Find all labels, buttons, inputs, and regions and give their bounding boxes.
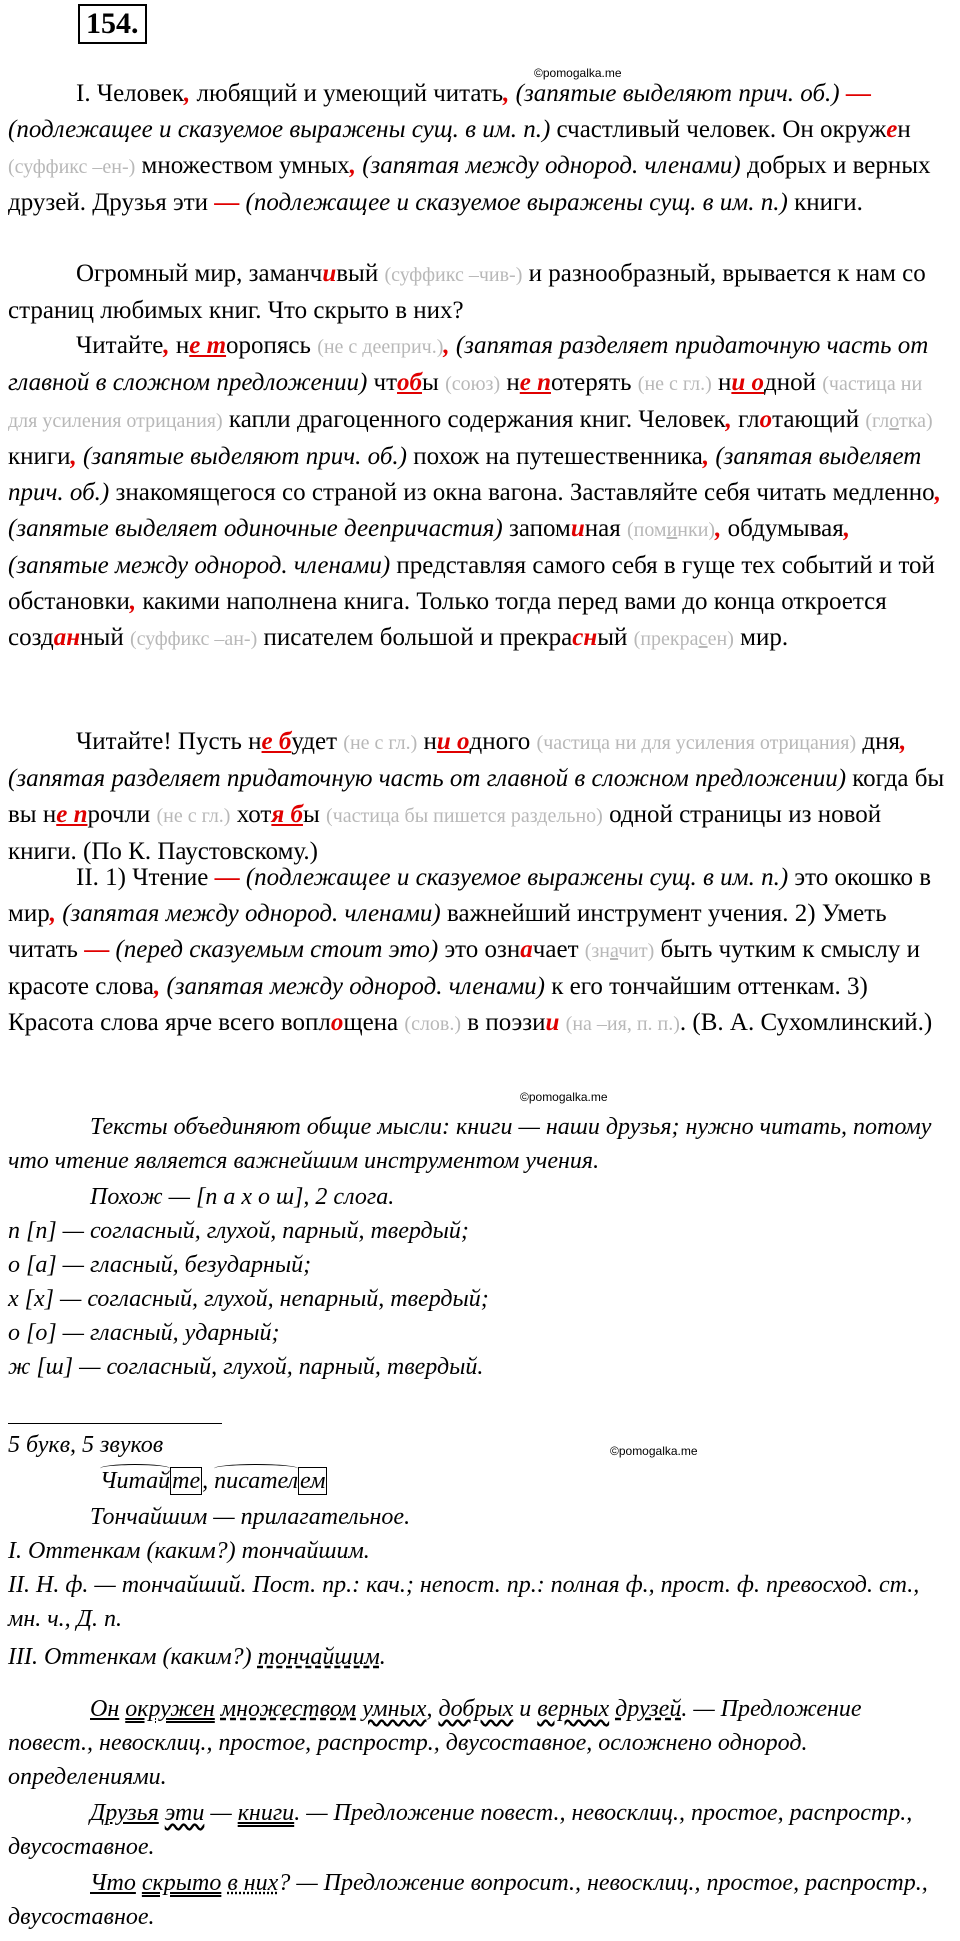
comma-mark: ,: [443, 332, 450, 359]
phonetic-line: ж [ш] — согласный, глухой, парный, твердый.: [8, 1354, 484, 1380]
adjective-line: [8, 1640, 952, 1674]
text: н: [897, 116, 911, 143]
orthogram: и: [322, 260, 337, 287]
object: множеством: [220, 1696, 357, 1722]
text: ный: [80, 624, 130, 651]
hint: и: [666, 519, 678, 541]
hint: о: [889, 410, 899, 432]
text: I. Человек: [76, 80, 185, 107]
text: ? — Предложение вопросит., невосклиц., простое, распростр., двусоставное.: [8, 1870, 928, 1930]
text: н: [500, 369, 520, 396]
sentence-analysis-1: [8, 1692, 952, 1794]
comma-mark: ,: [349, 152, 356, 179]
text: одной страницы из новой книги. (По К. Паустовскому.): [8, 801, 882, 865]
text: знакомящегося со страной из окна вагона. Заставляйте себя читать медленно: [109, 479, 935, 506]
text: дня: [856, 728, 900, 755]
attribute: верных: [537, 1696, 610, 1722]
orthogram: а: [520, 936, 533, 963]
text: писателем большой и прекра: [257, 624, 573, 651]
hint: (суффикс –ен-): [8, 156, 136, 178]
part-2-paragraph: [8, 860, 952, 1042]
adjective-title: Тончайшим — прилагательное.: [90, 1504, 411, 1530]
comma-mark: ,: [503, 80, 510, 107]
comma-mark: ,: [49, 900, 56, 927]
period: .: [379, 1644, 386, 1670]
comment: (подлежащее и сказуемое выражены сущ. в им. п.): [8, 116, 551, 143]
comma-mark: ,: [715, 515, 722, 542]
orthogram: е п: [56, 801, 88, 828]
comma-mark: ,: [934, 479, 941, 506]
text: II. 1) Чтение: [76, 864, 215, 891]
comment: (запятая выделяет прич. об.): [8, 443, 922, 506]
adverbial: в них: [227, 1870, 279, 1896]
text: капли драгоценного содержания книг. Человек: [222, 406, 726, 433]
hint: тка): [898, 410, 933, 432]
text: ,: [426, 1696, 439, 1722]
hint: (зн: [584, 940, 611, 962]
letter-sound-count: 5 букв, 5 звуков: [8, 1432, 164, 1458]
comma-mark: ,: [129, 588, 137, 615]
text: удет: [291, 728, 344, 755]
hint: (прекра: [633, 628, 699, 650]
text: счастливый человек. Он окруж: [550, 116, 887, 143]
hint: (слов.): [404, 1013, 462, 1035]
orthogram: о: [759, 406, 773, 433]
hint: (суффикс –ан-): [129, 628, 258, 650]
text: оропясь: [226, 332, 318, 359]
comma-mark: ,: [184, 80, 191, 107]
comment: (запятые выделяют прич. об.): [83, 443, 407, 470]
hint: (гл: [865, 410, 890, 432]
orthogram: и: [570, 515, 585, 542]
text: к его тончайшим оттенкам. 3) Красота слова ярче всего вопл: [8, 973, 868, 1036]
text: хот: [230, 801, 272, 828]
phonetic-title: Похож — [п а х о ш], 2 слога.: [90, 1184, 395, 1210]
text: . — Предложение повест., невосклиц., простое, распростр., двусоставное, осложнено однород. определениями.: [8, 1696, 862, 1790]
ending-box: те: [172, 1468, 201, 1494]
dash-mark: —: [845, 80, 871, 107]
attribute: добрых: [438, 1696, 514, 1722]
text: н: [711, 369, 732, 396]
sentence-analysis-3: [8, 1866, 952, 1934]
underlined-word: тончайшим: [257, 1644, 380, 1670]
predicate: окружен: [125, 1696, 215, 1722]
sentence-analysis-2: [8, 1796, 952, 1864]
hint: (суффикс –чив-): [384, 264, 523, 286]
text: Читайте: [76, 332, 164, 359]
comment: (подлежащее и сказуемое выражены сущ. в им. п.): [245, 864, 789, 891]
text: ы: [302, 801, 327, 828]
comma-mark: ,: [163, 332, 170, 359]
text: важнейший инструмент учения. 2) Уметь читать: [8, 900, 887, 963]
comment: (подлежащее и сказуемое выражены сущ. в им. п.): [245, 189, 788, 216]
text: Читайте! Пусть н: [76, 728, 262, 755]
word-root-arc: писател: [214, 1468, 299, 1494]
phonetic-line: о [а] — гласный, безударный;: [8, 1252, 312, 1278]
hint: (частица ни для усиления отрицания): [8, 373, 923, 432]
hint: (союз): [445, 373, 501, 395]
separator: ,: [202, 1468, 215, 1494]
divider: [8, 1423, 222, 1424]
comment: (запятая между однород. членами): [362, 152, 741, 179]
text: н: [417, 728, 437, 755]
text: обдумывая: [721, 515, 844, 542]
paragraph-4: [8, 724, 952, 870]
word-root-arc: Читай: [100, 1468, 171, 1494]
comment: (запятые выделяют прич. об.): [515, 80, 840, 107]
phonetic-line: о [о] — гласный, ударный;: [8, 1320, 280, 1346]
predicate: книги: [237, 1800, 295, 1826]
text: похож на путешественника: [407, 443, 703, 470]
dash-mark: —: [214, 864, 240, 891]
orthogram: сн: [572, 624, 598, 651]
text: быть чутким к смыслу и красоте слова: [8, 936, 921, 1000]
orthogram: е б: [261, 728, 292, 755]
orthogram: е п: [519, 369, 551, 396]
hint: (на –ия, п. п.): [565, 1013, 680, 1035]
text: тающий: [772, 406, 866, 433]
hint: (не с гл.): [637, 373, 712, 395]
subject: Друзья: [90, 1800, 159, 1826]
orthogram: ан: [53, 624, 81, 651]
hint: (не с дееприч.): [317, 336, 444, 358]
hint: а: [610, 940, 619, 962]
common-ideas: Тексты объединяют общие мысли: книги — наши друзья; нужно читать, потому что чтение является важнейшим инструментом учения.: [8, 1114, 932, 1174]
text: дного: [469, 728, 537, 755]
comma-mark: ,: [153, 973, 161, 1000]
text: добрых и верных друзей. Друзья эти: [8, 152, 931, 216]
hint: (пом: [626, 519, 667, 541]
watermark: ©pomogalka.me: [534, 66, 622, 80]
comment: (запятая между однород. членами): [166, 973, 545, 1000]
text: чает: [532, 936, 585, 963]
predicate: скрыто: [141, 1870, 222, 1896]
text: отерять: [551, 369, 638, 396]
comment: (запятая разделяет придаточную часть от главной в сложном предложении): [8, 332, 929, 396]
orthogram: е т: [189, 332, 227, 359]
hint: (частица ни для усиления отрицания): [536, 732, 857, 754]
phonetic-line: х [х] — согласный, глухой, непарный, твердый;: [8, 1286, 489, 1312]
comment: (запятые выделяет одиночные деепричастия): [8, 515, 503, 542]
orthogram: и о: [436, 728, 470, 755]
comma-mark: ,: [702, 443, 710, 470]
object: друзей: [615, 1696, 682, 1722]
phonetic-line: п [п] — согласный, глухой, парный, твердый;: [8, 1218, 469, 1244]
adjective-line: II. Н. ф. — тончайший. Пост. пр.: кач.; непост. пр.: полная ф., прост. ф. превосход. ст., мн. ч., Д. п.: [8, 1572, 920, 1632]
hint: (частица бы пишется раздельно): [326, 805, 603, 827]
orthogram: я б: [271, 801, 303, 828]
adjective-line: I. Оттенкам (каким?) тончайшим.: [8, 1538, 370, 1564]
orthogram: и: [545, 1009, 560, 1036]
paragraph-2: [8, 256, 952, 329]
hint: нки): [677, 519, 716, 541]
comma-mark: ,: [843, 515, 851, 542]
text: это озн: [438, 936, 521, 963]
text: и: [513, 1696, 538, 1722]
orthogram: об: [397, 369, 423, 396]
text: щена: [343, 1009, 405, 1036]
comment: (перед сказуемым стоит это): [115, 936, 439, 963]
text: . (В. А. Сухомлинский.): [679, 1009, 933, 1036]
text: представляя самого себя в гуще тех событий и той обстановки: [8, 552, 935, 615]
comma-mark: ,: [70, 443, 77, 470]
attribute: умных: [362, 1696, 427, 1722]
text: какими наполнена книга. Только тогда перед вами до конца откроется созд: [8, 588, 887, 651]
dash-mark: —: [84, 936, 110, 963]
text: дной: [764, 369, 823, 396]
text: —: [204, 1800, 238, 1826]
hint: ен): [707, 628, 734, 650]
text: . — Предложение повест., невосклиц., простое, распростр., двусоставное.: [8, 1800, 913, 1860]
text: III. Оттенкам (каким?): [8, 1644, 258, 1670]
text: чт: [367, 369, 398, 396]
paragraph-3: [8, 328, 952, 657]
text: Огромный мир, заманч: [76, 260, 323, 287]
morphemic-parse: [8, 1464, 952, 1498]
subject: Что: [90, 1870, 136, 1896]
orthogram: о: [330, 1009, 344, 1036]
hint: (не с гл.): [343, 732, 418, 754]
hint: (не с гл.): [156, 805, 231, 827]
orthogram: е: [886, 116, 898, 143]
text: книги: [8, 443, 71, 470]
comment: (запятые между однород. членами): [8, 552, 391, 579]
watermark: ©pomogalka.me: [610, 1444, 698, 1458]
text: ый: [597, 624, 634, 651]
attribute: эти: [164, 1800, 205, 1826]
hint: с: [698, 628, 708, 650]
comment: (запятая между однород. членами): [62, 900, 441, 927]
hint: чит): [618, 940, 655, 962]
dash-mark: —: [214, 189, 240, 216]
text: множеством умных: [135, 152, 350, 179]
text: книги.: [787, 189, 863, 216]
text: это окошко в мир: [8, 864, 932, 927]
text: вый: [336, 260, 385, 287]
comma-mark: ,: [899, 728, 907, 755]
paragraph-1: [8, 76, 952, 221]
ending-box: ем: [300, 1468, 326, 1494]
comment: (запятая разделяет придаточную часть от главной в сложном предложении): [8, 765, 847, 792]
text: любящий и умеющий читать: [190, 80, 504, 107]
text: ная: [584, 515, 627, 542]
text: ы: [422, 369, 446, 396]
text: когда бы вы н: [8, 765, 945, 828]
comma-mark: ,: [725, 406, 732, 433]
text: и разнообразный, врывается к нам со страниц любимых книг. Что скрыто в них?: [8, 260, 926, 324]
subject: Он: [90, 1696, 120, 1722]
watermark: ©pomogalka.me: [520, 1090, 608, 1104]
text: гл: [731, 406, 760, 433]
orthogram: и о: [731, 369, 765, 396]
text: рочли: [87, 801, 157, 828]
text: мир.: [733, 624, 789, 651]
text: запом: [502, 515, 571, 542]
task-number: 154.: [78, 4, 147, 44]
text: н: [169, 332, 190, 359]
text: в поэзи: [461, 1009, 546, 1036]
